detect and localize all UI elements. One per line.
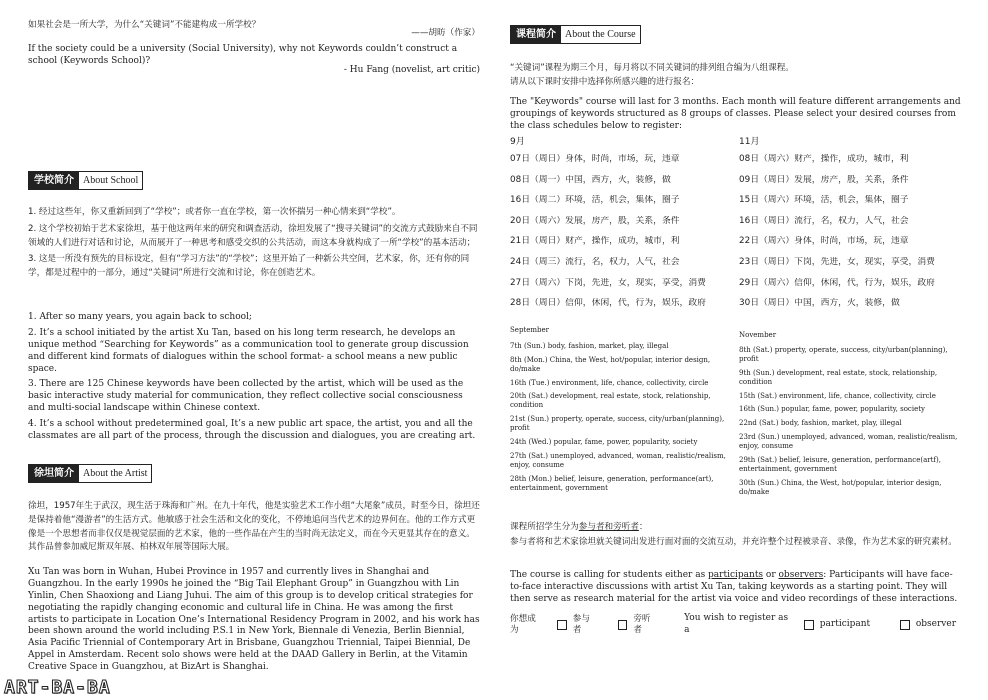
course-intro-zh [510,62,794,90]
register-zh-prompt: 你想成为 [510,613,536,635]
recruit-zh-heading [510,521,648,535]
school-zh-text [28,206,480,281]
course-intro-zh-line1: “关键词”课程为期三个月，每月将以不同关键词的排列组合编为八组课程。 [510,63,794,73]
schedule-item: 29th (Sat.) belief, leisure, generation, performance(artf), entertainment, government [739,455,941,473]
schedule-item: 24th (Wed.) popular, fame, power, popularity, society [510,438,698,447]
school-zh-p3: 3. 这是一所没有预先的目标设定，但有“学习方法”的“学校”；这里开始了一种新公共空间，艺术家，你，还有你的同学，都是过程中的一部分，通过“关键词”所进行交流和讨论，你在创造艺术。 [28,254,470,278]
school-en-p2: 2. It’s a school initiated by the artist Xu Tan, based on his long term research, he develops an unique method “Searching for Keywords” as a communication tool to generate group discussion and different kind formats of dialogues within the school format- a school means a new public space. [28,327,469,374]
recruit-zh-roles: 参与者和旁听者 [578,522,639,532]
register-row [510,613,962,637]
sept-zh-schedule [510,154,732,319]
schedule-item: 27日（周六）下岗，先进，女，现实，享受，消费 [510,277,706,288]
schedule-item: 15th (Sat.) environment, life, chance, collectivity, circle [739,391,936,400]
nov-en-title: November [739,331,777,339]
course-intro-zh-line2: 请从以下课时安排中选择你所感兴趣的进行报名： [510,76,700,87]
schedule-item: 27th (Sat.) unemployed, advanced, woman, realistic/realism, enjoy, consume [510,451,726,469]
school-zh-p1: 1. 经过这些年，你又重新回到了“学校”；或者你一直在学校，第一次怀揣另一种心情来到“学校”。 [28,207,401,217]
school-header [28,171,143,190]
quote-en: If the society could be a university (Social University), why not Keywords couldn’t construct a school (Keywords School)? [28,44,458,66]
school-en-p3: 3. There are 125 Chinese keywords have been collected by the artist, which will be used as the basic interactive study material for communication, they reflect collective social consciousness and multi-social landscape within Chinese context. [28,379,464,414]
schedule-item: 9th (Sun.) development, real estate, stock, relationship, condition [739,368,938,386]
course-intro-en: The "Keywords" course will last for 3 months. Each month will feature different arrangements and groupings of keywords structured as 8 groups of classes. Please select your desired courses from the class schedules below to register: [510,97,961,131]
schedule-item: 28th (Mon.) belief, leisure, generation, performance(art), entertainment, government [510,474,714,492]
schedule-item: 20日（周六）发展，房产，股，关系，条件 [510,215,680,226]
school-en-p1: 1. After so many years, you again back to school; [28,312,252,322]
schedule-item: 16th (Tue.) environment, life, chance, collectivity, circle [510,378,709,387]
schedule-item: 22日（周六）身体，时尚，市场，玩，违章 [739,236,909,247]
sept-zh-title: 9月 [510,137,525,147]
schedule-item: 7th (Sun.) body, fashion, market, play, illegal [510,342,669,350]
recruit-zh-colon: ： [638,522,648,532]
school-header-zh: 学校简介 [29,172,79,189]
schedule-item: 08日（周六）财产，操作，成功，城市，利 [739,154,909,164]
schedule-item: 09日（周日）发展，房产，股，关系，条件 [739,174,909,185]
recruit-en-rest: : Participants will have face-to-face interactive discussions with artist Xu Tan, taking keywords as a starting point. They will then serve as research material for the artist via voice and video recordings of these interactions. [510,570,958,604]
sept-en-title: September [510,326,549,334]
artist-header [28,464,152,483]
quote-zh: 如果社会是一所大学，为什么“关键词”不能建构成一所学校？ [28,20,261,30]
schedule-item: 28日（周日）信仰，休闲，代，行为，娱乐，政府 [510,298,706,309]
logo: ART-BA-BA [4,677,111,698]
recruit-en-text [510,570,962,606]
schedule-item: 22nd (Sat.) body, fashion, market, play, illegal [739,419,902,428]
schedule-item: 07日（周日）身体，时尚，市场，玩，违章 [510,154,680,164]
quote-en-author: - Hu Fang (novelist, art critic) [343,65,480,75]
artist-zh-text: 徐坦，1957年生于武汉，现生活于珠海和广州。在九十年代，他是实验艺术工作小组“大尾象”成员，时至今日，徐坦还是保持着他“漫游者”的生活方式。他敏感于社会生活和文化的变化，不停地追问当代艺术的边界何在。他的工作方式更像是一个思想者而非仅仅是视觉层面的艺术家，他的一些作品在产生的当时尚无法定义，而在今天更显其存在的意义。其作品曾参加威尼斯双年展、柏林双年展等国际大展。 [28,501,480,553]
schedule-item: 23日（周日）下岗，先进，女，现实，享受，消费 [739,256,935,267]
schedule-item: 16日（周二）环境，活，机会，集体，圈子 [510,195,680,206]
participant-zh-checkbox[interactable] [557,620,567,630]
artist-header-zh: 徐坦简介 [29,465,79,482]
register-en-prompt: You wish to register as a [684,613,789,635]
course-header-zh: 课程简介 [511,26,561,43]
schedule-item: 8th (Mon.) China, the West, hot/popular, interior design, do/make [510,355,711,373]
quote-zh-author: ——胡昉（作家） [411,28,480,38]
schedule-item: 8th (Sat.) property, operate, success, city/urban(planning), profit [739,346,948,363]
schedule-item: 23rd (Sun.) unemployed, advanced, woman, realistic/realism, enjoy, consume [739,433,958,451]
school-header-en: About School [83,175,139,186]
nov-zh-title: 11月 [739,137,760,147]
observer-en-checkbox[interactable] [900,620,910,630]
schedule-item: 16th (Sun.) popular, fame, power, popularity, society [739,405,925,414]
sept-en-schedule [510,342,730,498]
schedule-item: 21日（周日）财产，操作，成功，城市，利 [510,236,680,247]
schedule-item: 15日（周六）环境，活，机会，集体，圈子 [739,195,909,206]
schedule-item: 20th (Sat.) development, real estate, stock, relationship, condition [510,392,711,410]
school-en-text [28,312,480,443]
observer-zh-label: 旁听者 [633,613,651,635]
recruit-zh-lead: 课程所招学生分为 [510,522,579,532]
observer-en-label: observer [915,618,957,629]
recruit-zh-body: 参与者将和艺术家徐坦就关键词出发进行面对面的交流互动，并充许整个过程被录音、录像，作为艺术家的研究素材。 [510,537,957,547]
schedule-item: 30日（周日）中国，西方，火，装修，做 [739,298,900,309]
schedule-item: 21st (Sun.) property, operate, success, city/urban(planning), profit [510,415,725,433]
participant-zh-label: 参与者 [572,613,590,635]
schedule-item: 08日（周一）中国，西方，火，装修，做 [510,174,671,185]
recruit-en-lead: The course is calling for students either as [510,570,709,580]
schedule-item: 24日（周三）流行，名，权力，人气，社会 [510,256,680,267]
participant-en-label: participant [819,618,871,629]
schedule-item: 29日（周六）信仰，休闲，代，行为，娱乐，政府 [739,277,935,288]
course-header [510,25,641,44]
schedule-item: 16日（周日）流行，名，权力，人气，社会 [739,215,909,226]
participant-en-checkbox[interactable] [804,620,814,630]
school-zh-p2: 2. 这个学校初始于艺术家徐坦，基于他这两年来的研究和调查活动，徐坦发展了“搜寻关键词”的交流方式鼓励来自不同 领域的人们进行对话和讨论，从而展开了一种思考和感受交织的公共活动，而这本身就构成了一所“学校”的基本活动； [28,223,478,248]
recruit-en-participants: participants [708,570,764,580]
recruit-en-or: or [763,570,779,580]
school-en-p4: 4. It’s a school without predetermined goal, It’s a new public art space, the artist, you and all the classmates are all part of the process, through the discussion and dialogues, you are creating art. [28,419,476,441]
course-header-en: About the Course [565,29,636,40]
schedule-item: 30th (Sun.) China, the West, hot/popular, interior design, do/make [739,478,942,496]
artist-en-text: Xu Tan was born in Wuhan, Hubei Province in 1957 and currently lives in Shanghai and Guangzhou. In the early 1990s he joined the “Big Tail Elephant Group” in Guangzhou with Lin Yinlin, Chen Shaoxiong and Liang Juhui. The aim of this group is to develop critical strategies for negotiating the rapidly changing economic and cultural life in China. He was among the first artists to participate in Location One’s International Residency Program in 2002, and his work has been shown around the world including P.S.1 in New York, Biennale di Venezia, Berlin Biennial, Asia Pacific Triennial of Contemporary Art in Brisbane, Guangzhou Triennial, Taipei Biennial, De Appel in Amsterdam. Recent solo shows were held at the DAAD Gallery in Berlin, at the Vitamin Creative Space in Guangzhou, at BizArt is Shanghai. [28,567,480,672]
observer-zh-checkbox[interactable] [618,620,628,630]
nov-en-schedule [739,346,962,502]
artist-header-en: About the Artist [83,468,148,479]
recruit-en-observers: observers [778,570,824,580]
nov-zh-schedule [739,154,962,319]
